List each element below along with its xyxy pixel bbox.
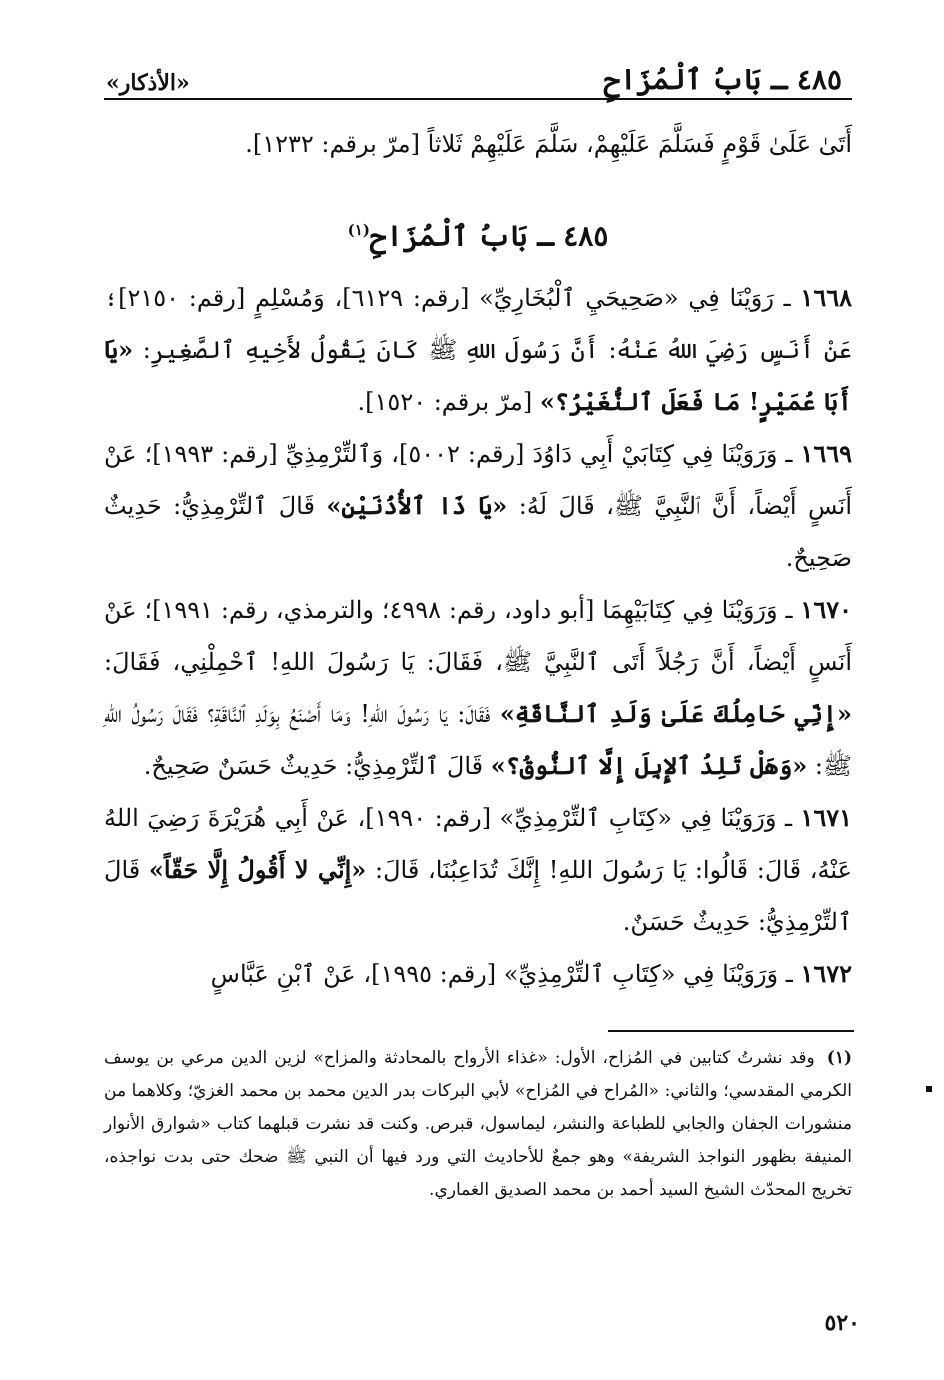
hadith-text: ـ وَرَوَيْنَا فِي كِتَابَيْ أَبِي دَاوُدَ [رقم: ٥٠٠٢]، وَٱلتِّرْمِذِيِّ [رقم: ١٩٩٣]؛ عَنْ أَنَسٍ أَيْضاً، أَنَّ ٱلنَّبِيَّ ﷺ، قَالَ لَهُ: — [104, 440, 852, 521]
header-rule — [104, 98, 852, 100]
footnote-rule — [608, 1030, 854, 1032]
hadith-after: قَالَ ٱلتِّرْمِذِيُّ: حَدِيثٌ صَحِيحٌ. — [104, 492, 852, 573]
continuation-paragraph: أَتَىٰ عَلَىٰ قَوْمٍ فَسَلَّمَ عَلَيْهِمْ، سَلَّمَ عَلَيْهِمْ ثَلاثاً [مرّ برقم: ١٢٣٢]. — [245, 130, 852, 158]
hadith-number: ١٦٧١ — [800, 803, 853, 833]
main-text — [104, 118, 852, 1000]
hadith-quote: «إِنِّي لا أَقُولُ إِلَّا حَقّاً» — [148, 855, 367, 885]
hadith-text: ـ رَوَيْنَا فِي «صَحِيحَيِ ٱلْبُخَارِيِّ» [رقم: ٦١٢٩]، وَمُسْلِمٍ [رقم: ٢١٥٠]؛ عَنْ أَنَسٍ رَضِيَ اللهُ عَنْهُ: أَنَّ رَسُولَ اللهِ ﷺ كَانَ يَقُولُ لأَخِيهِ ٱلصَّغِيرِ: — [104, 284, 852, 365]
footnote — [104, 1042, 852, 1207]
hadith-quote-2: «وَهَلْ تَلِدُ ٱلإِبِلَ إِلَّا ٱلنُّوقُ؟» — [490, 751, 808, 781]
footnote-text: وقد نشرتُ كتابين في المُزاح، الأول: «غذاء الأرواح بالمحادثة والمزاح» لزين الدين مرعي بن يوسف الكرمي المقدسي؛ والثاني: «المُراح في المُزاح» لأبي البركات بدر الدين محمد بن محمد الغزيّ؛ وكلاهما من منشورات الجفان والجابي للطباعة والنشر، ليماسول، قبرص. وكنت قد نشرت قبلهما كتاب «شوارق الأنوار المنيفة بظهور النواجذ الشريفة» وهو جمعٌ للأحاديث التي ورد فيها أن النبي ﷺ ضحك حتى بدت نواجذه، تخريج المحدّث الشيخ السيد أحمد بن محمد الصديق الغماري. — [104, 1048, 852, 1200]
hadith-number: ١٦٧٠ — [800, 595, 852, 625]
book-title: «الأذكار» — [106, 70, 190, 96]
hadith-after: [مرّ برقم: ١٥٢٠]. — [357, 388, 540, 417]
hadith-1671 — [104, 792, 852, 948]
hadith-quote: «إِنِّي حَامِلُكَ عَلَىٰ وَلَدِ ٱلنَّاقَةِ» — [499, 699, 852, 729]
hadith-text: ـ وَرَوَيْنَا فِي «كِتَابِ ٱلتِّرْمِذِيِّ» [رقم: ١٩٩٥]، عَنْ ٱبْنِ عَبَّاسٍ — [210, 960, 801, 989]
hadith-1669 — [104, 428, 852, 584]
hadith-quote: «يَا ذَا ٱلأُذُنَيْنِ» — [326, 491, 508, 521]
hadith-after: قَالَ ٱلتِّرْمِذِيُّ: حَدِيثٌ حَسَنٌ. — [104, 856, 852, 937]
hadith-1668 — [104, 272, 852, 428]
page-number: ٥٢٠ — [824, 1310, 860, 1336]
hadith-text: ـ وَرَوَيْنَا فِي «كِتَابِ ٱلتِّرْمِذِيِّ» [رقم: ١٩٩٠]، عَنْ أَبِي هُرَيْرَةَ رَضِيَ اللهُ عَنْهُ، قَالَ: قَالُوا: يَا رَسُولَ اللهِ! إِنَّكَ تُدَاعِبُنَا، قَالَ: — [104, 804, 852, 885]
chapter-heading: ٤٨٥ ـ بَابُ ٱلْمُزَاحِ — [603, 63, 842, 96]
hadith-text: ـ وَرَوَيْنَا فِي كِتَابَيْهِمَا [أبو داود، رقم: ٤٩٩٨؛ والترمذي، رقم: ١٩٩١]؛ عَنْ أَنَسٍ أَيْضاً، أَنَّ رَجُلاً أَتَى ٱلنَّبِيَّ ﷺ، فَقَالَ: يَا رَسُولَ اللهِ! ٱحْمِلْنِي، فَقَالَ: — [104, 596, 852, 677]
hadith-after-2: قَالَ ٱلتِّرْمِذِيُّ: حَدِيثٌ حَسَنٌ صَحِيحٌ. — [143, 752, 491, 781]
hadith-1672 — [104, 948, 852, 1000]
hadith-1670 — [104, 584, 852, 792]
hadith-after: فَقَالَ: يَا رَسُولَ اللهِ! وَمَا أَصْنَعُ بِوَلَدِ ٱلنَّاقَةِ؟ فَقَالَ رَسُولُ اللهِ ﷺ: — [104, 700, 852, 781]
hadith-number: ١٦٧٢ — [800, 959, 852, 989]
margin-mark — [926, 1086, 932, 1092]
section-title — [104, 200, 852, 266]
hadith-number: ١٦٦٨ — [800, 283, 852, 313]
section-title-text: ٤٨٥ ـ بَابُ ٱلْمُزَاحِ — [369, 219, 609, 253]
hadith-number: ١٦٦٩ — [800, 439, 852, 469]
hadith-quote: «يَا أَبَا عُمَيْرٍ! مَا فَعَلَ ٱلنُّغَيْرُ؟» — [104, 335, 852, 417]
footnote-mark: (١) — [826, 1048, 852, 1068]
footnote-reference: (١) — [347, 221, 370, 239]
running-header — [104, 44, 852, 96]
